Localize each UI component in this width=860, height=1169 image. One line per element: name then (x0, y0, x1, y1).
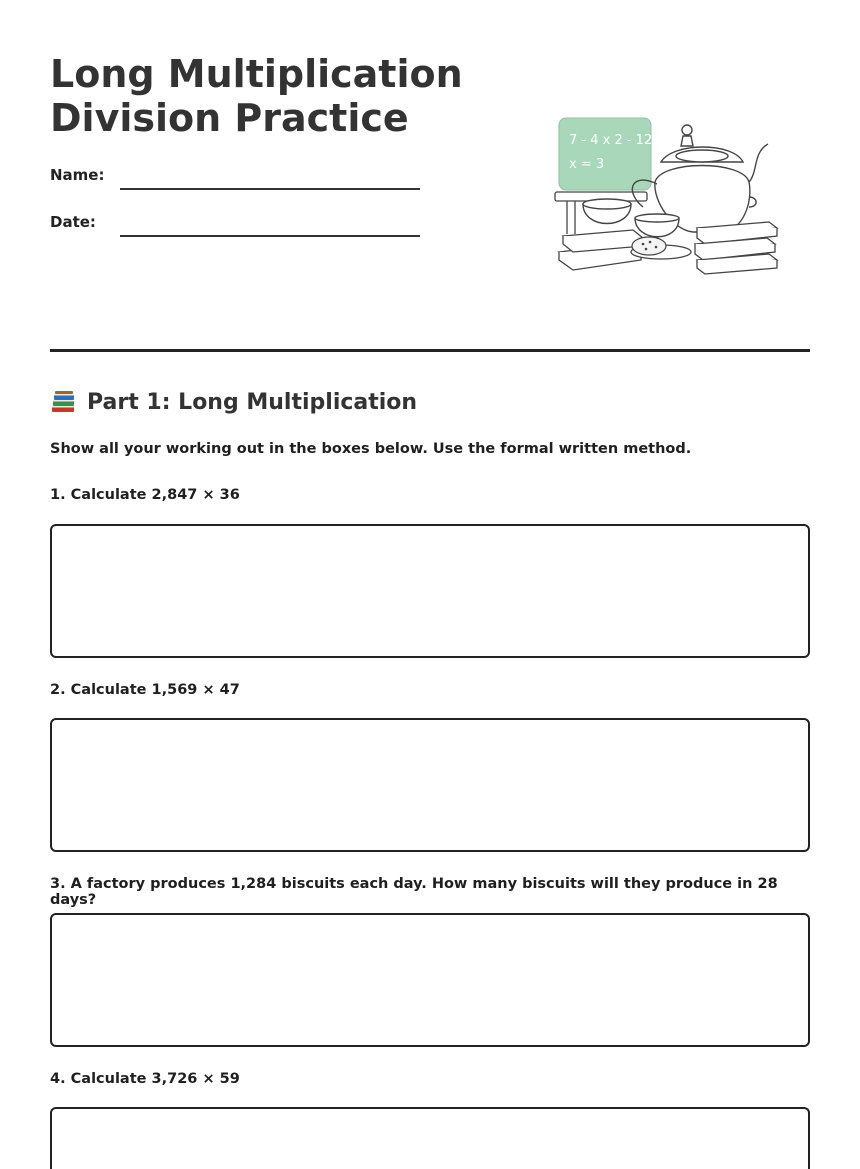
answer-box[interactable] (50, 1107, 810, 1169)
question-4 (50, 1071, 810, 1099)
worksheet-header (50, 0, 810, 352)
answer-box[interactable] (50, 718, 810, 852)
name-field[interactable] (50, 166, 420, 196)
answer-box[interactable] (50, 913, 810, 1047)
header-divider (50, 349, 810, 352)
part1-title: Part 1: Long Multiplication (87, 389, 418, 415)
part1-instructions: Show all your working out in the boxes below. Use the formal written method. (50, 441, 692, 457)
question-text: 4. Calculate 3,726 × 59 (50, 1071, 240, 1087)
worksheet-page (50, 0, 810, 1087)
part1-heading (50, 388, 417, 416)
teapot-books-chalkboard-illustration (553, 112, 783, 282)
worksheet-title (50, 52, 470, 140)
date-field[interactable] (50, 213, 420, 243)
date-label: Date: (50, 213, 96, 231)
title-line-2: Division Practice (50, 96, 409, 140)
date-line[interactable] (120, 235, 420, 237)
question-2 (50, 682, 810, 710)
name-line[interactable] (120, 188, 420, 190)
title-line-1: Long Multiplication (50, 52, 463, 96)
books-icon (50, 388, 78, 416)
answer-box[interactable] (50, 524, 810, 658)
question-text: 2. Calculate 1,569 × 47 (50, 682, 240, 698)
name-label: Name: (50, 166, 105, 184)
question-3 (50, 876, 810, 908)
chalkboard-equation-1: 7 - 4 x 2 - 12 (569, 133, 653, 148)
chalkboard-equation-2: x = 3 (569, 157, 605, 172)
question-text: 3. A factory produces 1,284 biscuits each day. How many biscuits will they produce in 28 days? (50, 876, 778, 908)
question-1 (50, 487, 810, 515)
question-text: 1. Calculate 2,847 × 36 (50, 487, 240, 503)
